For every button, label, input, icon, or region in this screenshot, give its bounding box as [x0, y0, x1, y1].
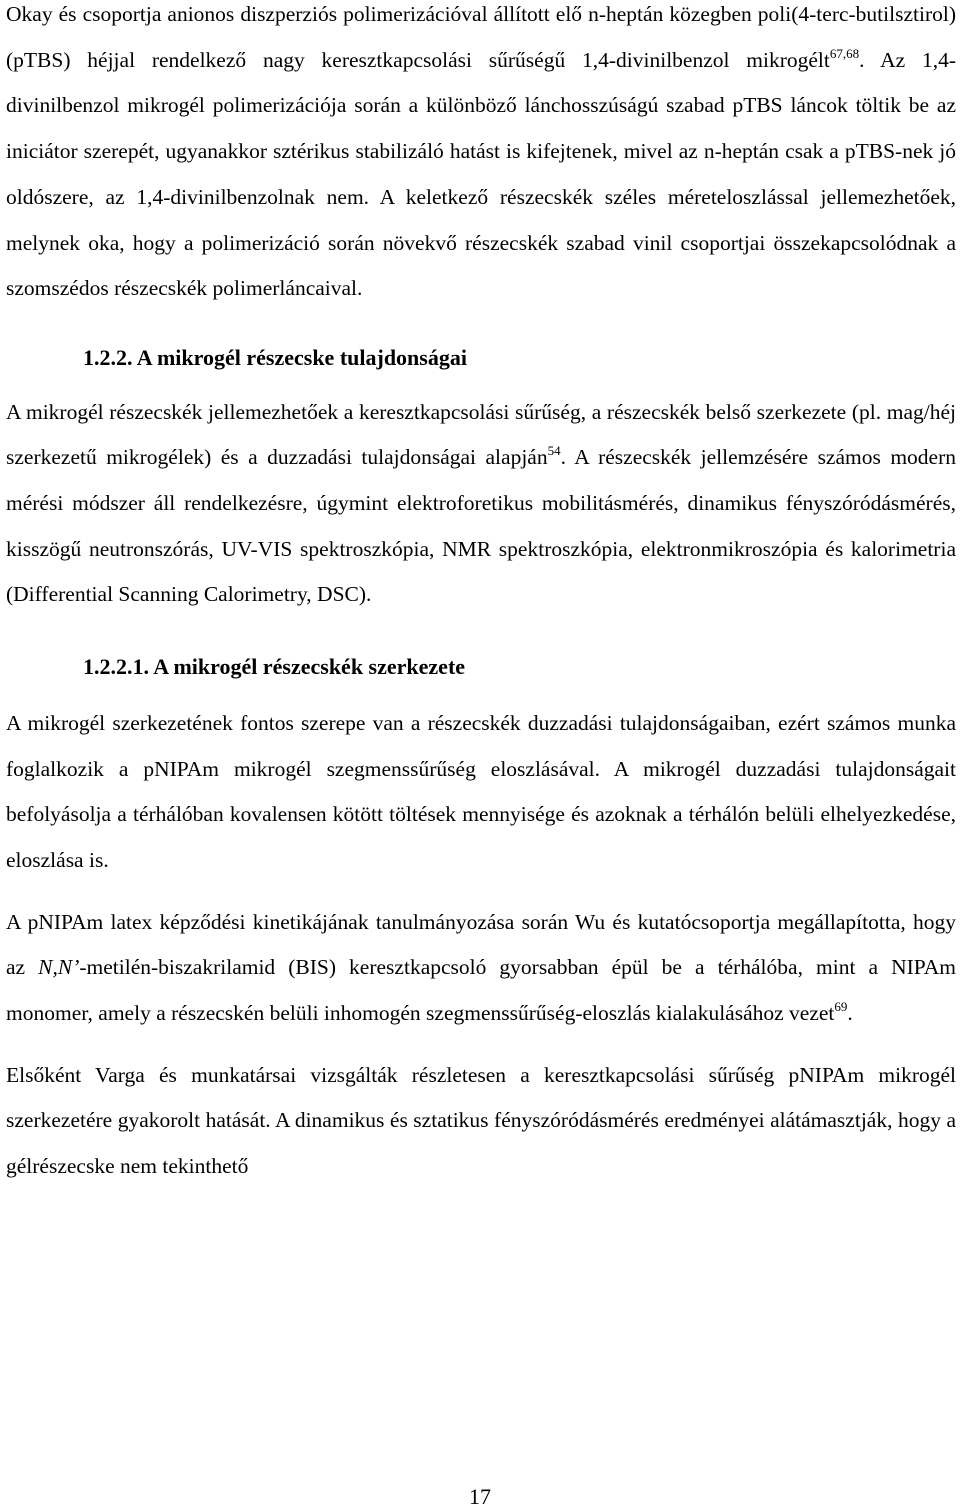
citation-reference: 54: [547, 443, 561, 459]
paragraph-text: Okay és csoportja anionos diszperziós polimerizációval állított elő n-heptán közegben poli(4-terc-butilsztirol) (pTBS) héjjal rendelkező nagy keresztkapcsolási sűrűségű 1,4-divinilbenzol mikrogélt: [6, 2, 956, 72]
citation-reference: 69: [834, 999, 848, 1015]
paragraph-microgel-structure: [6, 701, 956, 884]
paragraph-particle-characterization: [6, 390, 956, 619]
section-heading-microgel-properties: 1.2.2. A mikrogél részecske tulajdonságai: [83, 344, 467, 370]
paragraph-text: -metilén-biszakrilamid (BIS) keresztkapcsoló gyorsabban épül be a térhálóba, mint a NIPAm monomer, amely a részecskén belüli inhomogén szegmenssűrűség-eloszlás kialakulásához vezet: [6, 955, 956, 1026]
paragraph-text: A pNIPAm latex képződési kinetikájának tanulmányozása során Wu és kutatócsoportja megállapította, hogy az: [6, 909, 956, 980]
document-page: [6, 0, 956, 1190]
paragraph-text: A mikrogél részecskék jellemezhetőek a keresztkapcsolási sűrűség, a részecskék belső szerkezete (pl. mag/héj szerkezetű mikrogélek) és a duzzadási tulajdonságai alapján: [6, 399, 956, 470]
paragraph-text: .: [847, 1001, 853, 1026]
paragraph-okay-microgel: [6, 0, 956, 312]
section-heading-particle-structure: 1.2.2.1. A mikrogél részecskék szerkezete: [83, 654, 466, 680]
page-number: 17: [469, 1484, 491, 1509]
citation-reference: 67,68: [829, 45, 860, 61]
italic-term: N,N’: [38, 955, 80, 980]
paragraph-text: . Az 1,4-divinilbenzol mikrogél polimerizációja során a különböző lánchosszúságú szabad pTBS láncok töltik be az iniciátor szerepét, ugyanakkor sztérikus stabilizáló hatást is kifejtenek, mivel az n-heptán csak a pTBS-nek jó oldószere, az 1,4-divinilbenzolnak nem. A keletkező részecskék széles méreteloszlással jellemezhetőek, melynek oka, hogy a polimerizáció során növekvő részecskék szabad vinil csoportjai összekapcsolódnak a szomszédos részecskék polimerláncaival.: [6, 47, 957, 301]
paragraph-text: A mikrogél szerkezetének fontos szerepe van a részecskék duzzadási tulajdonságaiban, ezért számos munka foglalkozik a pNIPAm mikrogél szegmenssűrűség eloszlásával. A mikrogél duzzadási tulajdonságait befolyásolja a térhálóban kovalensen kötött töltések mennyisége és azoknak a térhálón belüli elhelyezkedése, eloszlása is.: [6, 710, 956, 872]
paragraph-wu-kinetics: [6, 900, 956, 1037]
paragraph-varga-study: [6, 1053, 956, 1190]
paragraph-text: Elsőként Varga és munkatársai vizsgálták részletesen a keresztkapcsolási sűrűség pNIPAm mikrogél szerkezetére gyakorolt hatását. A dinamikus és sztatikus fényszóródásmérés eredményei alátámasztják, hogy a gélrészecske nem tekinthető: [6, 1062, 956, 1179]
paragraph-text: . A részecskék jellemzésére számos modern mérési módszer áll rendelkezésre, úgymint elektroforetikus mobilitásmérés, dinamikus fényszóródásmérés, kisszögű neutronszórás, UV-VIS spektroszkópia, NMR spektroszkópia, elektronmikroszópia és kalorimetria (Differential Scanning Calorimetry, DSC).: [6, 445, 957, 607]
